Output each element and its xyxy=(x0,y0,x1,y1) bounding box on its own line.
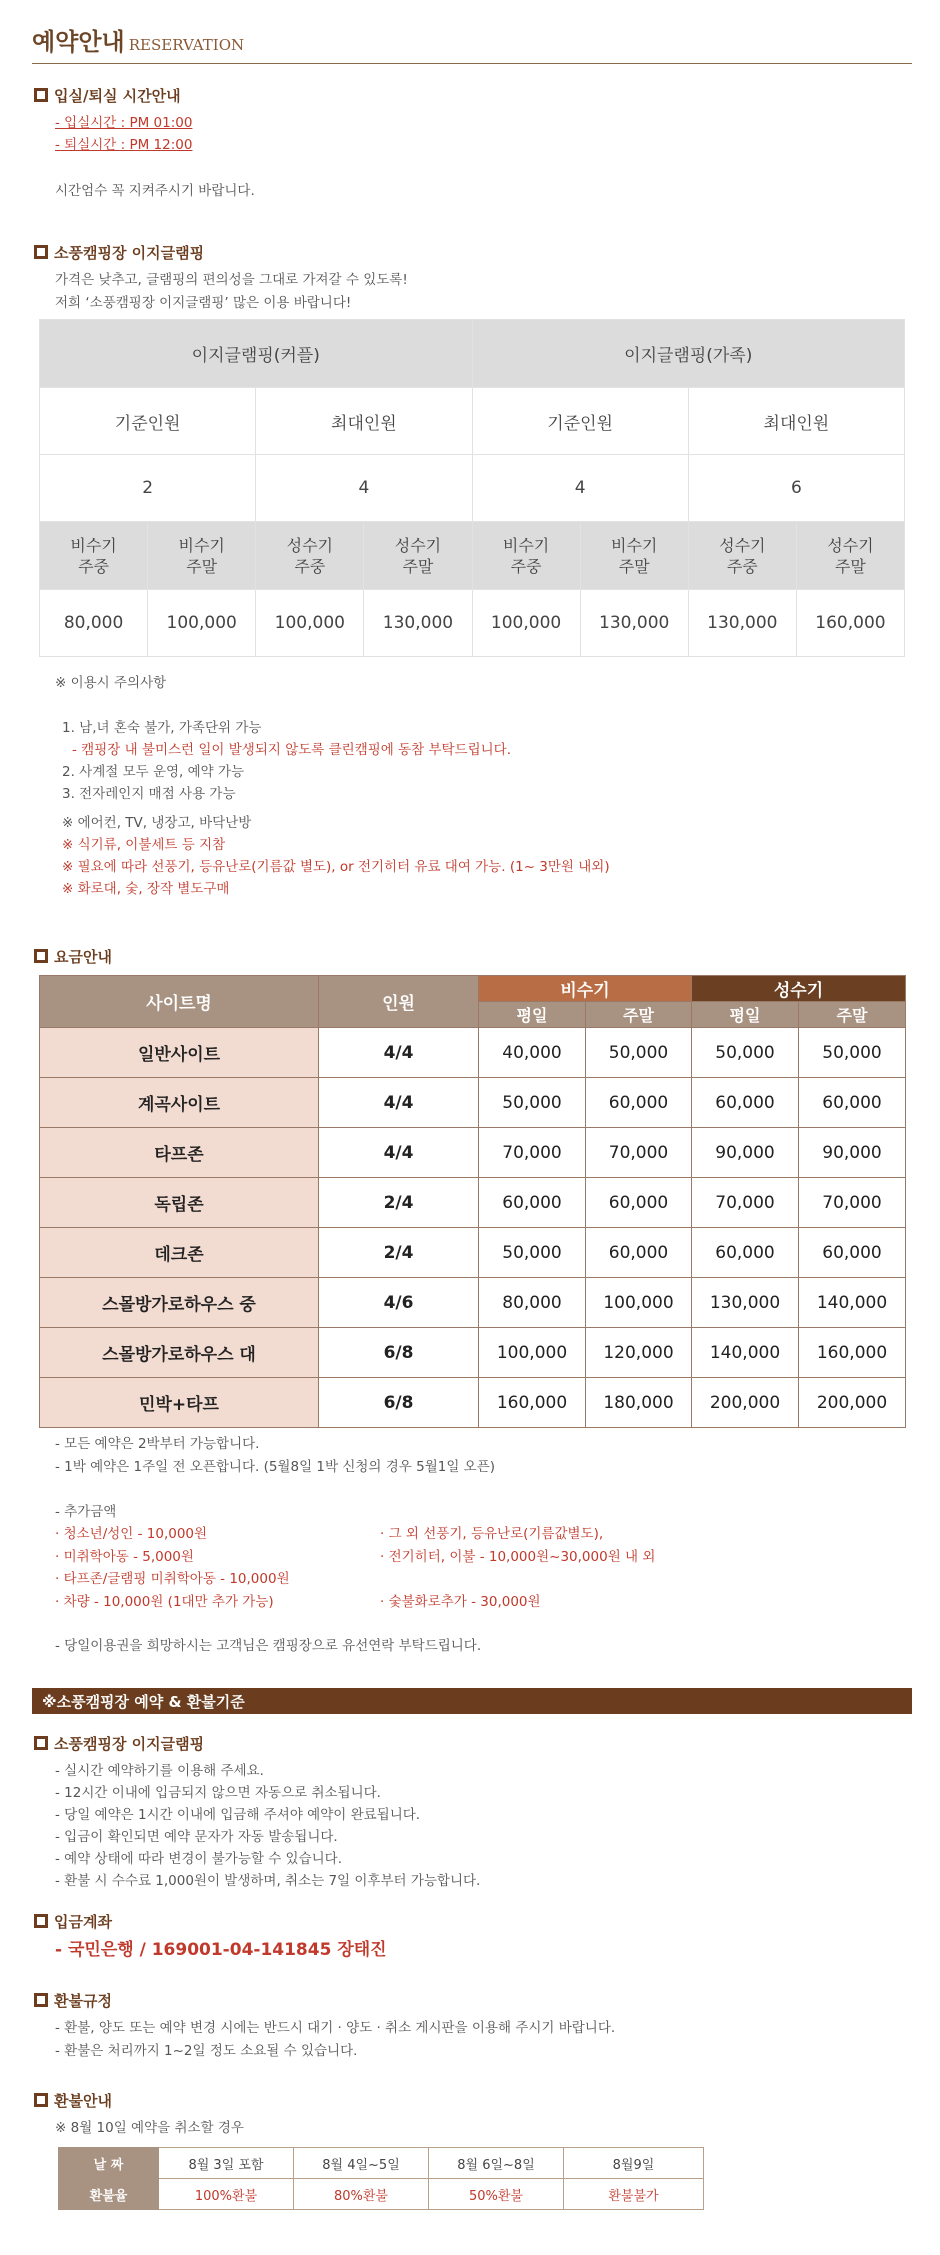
refund-rule-title: 환불규정 xyxy=(34,1990,112,2011)
bank-account: - 국민은행 / 169001-04-141845 장태진 xyxy=(55,1940,387,1960)
season-header: 성수기 주중 xyxy=(256,522,364,590)
extra-fee-item: · 타프존/글램핑 미취학아동 - 10,000원 xyxy=(55,1571,290,1587)
site-price: 70,000 xyxy=(799,1178,906,1228)
checkin-time: - 입실시간 : PM 01:00 xyxy=(55,115,193,131)
site-price: 60,000 xyxy=(692,1228,799,1278)
site-price: 70,000 xyxy=(586,1128,692,1178)
refund-rate-label: 환불율 xyxy=(59,2179,159,2210)
site-name: 스몰방가로하우스 중 xyxy=(40,1278,319,1328)
col-header-site: 사이트명 xyxy=(40,976,319,1028)
col-header-weekend: 주말 xyxy=(799,1002,906,1028)
refund-info-title: 환불안내 xyxy=(34,2090,112,2111)
refund-date: 8월 4일~5일 xyxy=(294,2148,429,2179)
account-title: 입금계좌 xyxy=(34,1911,112,1932)
price-cell: 100,000 xyxy=(472,590,580,657)
group-header-family: 이지글램핑(가족) xyxy=(472,320,905,388)
checkout-time: - 퇴실시간 : PM 12:00 xyxy=(55,137,193,153)
policy-item: - 12시간 이내에 입금되지 않으면 자동으로 취소됩니다. xyxy=(55,1785,381,1801)
policy-item: - 예약 상태에 따라 변경이 불가능할 수 있습니다. xyxy=(55,1851,342,1867)
refund-rate: 환불불가 xyxy=(564,2179,704,2210)
col-header-people: 인원 xyxy=(319,976,479,1028)
site-price: 50,000 xyxy=(479,1228,586,1278)
policy-bar: ※소풍캠핑장 예약 & 환불기준 xyxy=(32,1688,912,1714)
site-price: 60,000 xyxy=(692,1078,799,1128)
site-price: 160,000 xyxy=(479,1378,586,1428)
site-price: 100,000 xyxy=(586,1278,692,1328)
square-bullet-icon xyxy=(34,2093,48,2107)
page-title-en: RESERVATION xyxy=(128,36,245,54)
checkin-note: 시간엄수 꼭 지켜주시기 바랍니다. xyxy=(55,183,255,199)
checkin-section-title: 입실/퇴실 시간안내 xyxy=(34,85,181,106)
extra-fee-item: · 청소년/성인 - 10,000원 xyxy=(55,1526,208,1542)
people-header: 최대인원 xyxy=(688,388,904,455)
policy-easy-title: 소풍캠핑장 이지글램핑 xyxy=(34,1733,204,1754)
policy-item: - 실시간 예약하기를 이용해 주세요. xyxy=(55,1763,264,1779)
site-price: 70,000 xyxy=(692,1178,799,1228)
site-price: 80,000 xyxy=(479,1278,586,1328)
site-price: 50,000 xyxy=(799,1028,906,1078)
site-name: 계곡사이트 xyxy=(40,1078,319,1128)
refund-date: 8월9일 xyxy=(564,2148,704,2179)
fee-note: - 모든 예약은 2박부터 가능합니다. xyxy=(55,1436,260,1452)
site-people: 2/4 xyxy=(319,1228,479,1278)
col-header-weekday: 평일 xyxy=(692,1002,799,1028)
site-price: 200,000 xyxy=(799,1378,906,1428)
price-cell: 80,000 xyxy=(40,590,148,657)
site-price: 50,000 xyxy=(692,1028,799,1078)
site-price: 60,000 xyxy=(799,1078,906,1128)
policy-item: - 입금이 확인되면 예약 문자가 자동 발송됩니다. xyxy=(55,1829,338,1845)
refund-date-label: 날 짜 xyxy=(59,2148,159,2179)
site-price: 140,000 xyxy=(799,1278,906,1328)
people-value: 4 xyxy=(256,455,472,522)
site-name: 민박+타프 xyxy=(40,1378,319,1428)
extra-item: ※ 식기류, 이불세트 등 지참 xyxy=(62,837,226,853)
site-price: 160,000 xyxy=(799,1328,906,1378)
site-people: 4/4 xyxy=(319,1128,479,1178)
site-name: 일반사이트 xyxy=(40,1028,319,1078)
fees-section-title: 요금안내 xyxy=(34,946,112,967)
square-bullet-icon xyxy=(34,1736,48,1750)
people-header: 최대인원 xyxy=(256,388,472,455)
extra-item: ※ 화로대, 숯, 장작 별도구매 xyxy=(62,881,230,897)
site-price: 60,000 xyxy=(586,1228,692,1278)
extra-fee-title: - 추가금액 xyxy=(55,1504,117,1520)
site-price: 50,000 xyxy=(586,1028,692,1078)
site-price: 60,000 xyxy=(586,1178,692,1228)
refund-rule: - 환불은 처리까지 1~2일 정도 소요될 수 있습니다. xyxy=(55,2043,358,2059)
people-value: 2 xyxy=(40,455,256,522)
extra-item: ※ 필요에 따라 선풍기, 등유난로(기름값 별도), or 전기히터 유료 대여 가능. (1~ 3만원 내외) xyxy=(62,859,610,875)
people-header: 기준인원 xyxy=(472,388,688,455)
site-name: 타프존 xyxy=(40,1128,319,1178)
square-bullet-icon xyxy=(34,1993,48,2007)
day-use-note: - 당일이용권을 희망하시는 고객님은 캠핑장으로 유선연락 부탁드립니다. xyxy=(55,1638,482,1654)
easy-desc-1: 가격은 낮추고, 글램핑의 편의성을 그대로 가져갈 수 있도록! xyxy=(55,272,408,288)
table-row xyxy=(40,1128,906,1178)
site-people: 4/4 xyxy=(319,1078,479,1128)
site-price: 180,000 xyxy=(586,1378,692,1428)
site-price: 100,000 xyxy=(479,1328,586,1378)
people-value: 4 xyxy=(472,455,688,522)
col-header-off-season: 비수기 xyxy=(479,976,692,1002)
refund-rule: - 환불, 양도 또는 예약 변경 시에는 반드시 대기 · 양도 · 취소 게시판을 이용해 주시기 바랍니다. xyxy=(55,2020,616,2036)
rule-item: 2. 사계절 모두 운영, 예약 가능 xyxy=(62,764,245,780)
season-header: 비수기 주말 xyxy=(148,522,256,590)
page-title: 예약안내 xyxy=(32,28,125,56)
price-cell: 130,000 xyxy=(364,590,472,657)
amenities: ※ 에어컨, TV, 냉장고, 바닥난방 xyxy=(62,815,252,831)
group-header-couple: 이지글램핑(커플) xyxy=(40,320,473,388)
extra-fee-item: · 그 외 선풍기, 등유난로(기름값별도), xyxy=(380,1526,604,1542)
site-name: 독립존 xyxy=(40,1178,319,1228)
site-price: 60,000 xyxy=(479,1178,586,1228)
policy-item: - 환불 시 수수료 1,000원이 발생하며, 취소는 7일 이후부터 가능합니다. xyxy=(55,1873,481,1889)
site-fee-table xyxy=(39,975,906,1428)
easy-desc-2: 저희 ‘소풍캠핑장 이지글램핑’ 많은 이용 바랍니다! xyxy=(55,295,352,311)
site-price: 200,000 xyxy=(692,1378,799,1428)
extra-fee-item: · 숯불화로추가 - 30,000원 xyxy=(380,1594,541,1610)
refund-rate: 80%환불 xyxy=(294,2179,429,2210)
refund-rate: 50%환불 xyxy=(429,2179,564,2210)
season-header: 성수기 주말 xyxy=(796,522,904,590)
price-cell: 100,000 xyxy=(148,590,256,657)
people-value: 6 xyxy=(688,455,904,522)
table-row xyxy=(40,1178,906,1228)
fee-note: - 1박 예약은 1주일 전 오픈합니다. (5월8일 1박 신청의 경우 5월1일 오픈) xyxy=(55,1459,496,1475)
page-header xyxy=(32,22,912,64)
price-cell: 130,000 xyxy=(688,590,796,657)
col-header-weekday: 평일 xyxy=(479,1002,586,1028)
season-header: 성수기 주말 xyxy=(364,522,472,590)
site-people: 4/6 xyxy=(319,1278,479,1328)
table-row xyxy=(40,1378,906,1428)
refund-example: ※ 8월 10일 예약을 취소할 경우 xyxy=(55,2120,244,2136)
extra-fee-item: · 차량 - 10,000원 (1대만 추가 가능) xyxy=(55,1594,274,1610)
table-row xyxy=(40,1028,906,1078)
site-price: 90,000 xyxy=(799,1128,906,1178)
square-bullet-icon xyxy=(34,245,48,259)
site-price: 60,000 xyxy=(586,1078,692,1128)
easy-section-title: 소풍캠핑장 이지글램핑 xyxy=(34,242,204,263)
season-header: 성수기 주중 xyxy=(688,522,796,590)
season-header: 비수기 주중 xyxy=(472,522,580,590)
square-bullet-icon xyxy=(34,949,48,963)
rule-item: - 캠핑장 내 불미스런 일이 발생되지 않도록 클린캠핑에 동참 부탁드립니다. xyxy=(72,742,512,758)
easy-price-table xyxy=(39,319,905,657)
site-price: 130,000 xyxy=(692,1278,799,1328)
refund-date: 8월 6일~8일 xyxy=(429,2148,564,2179)
site-name: 스몰방가로하우스 대 xyxy=(40,1328,319,1378)
extra-fee-item: · 전기히터, 이불 - 10,000원~30,000원 내 외 xyxy=(380,1549,656,1565)
price-cell: 130,000 xyxy=(580,590,688,657)
site-people: 4/4 xyxy=(319,1028,479,1078)
season-header: 비수기 주말 xyxy=(580,522,688,590)
extra-fee-item: · 미취학아동 - 5,000원 xyxy=(55,1549,194,1565)
price-cell: 100,000 xyxy=(256,590,364,657)
refund-rate: 100%환불 xyxy=(159,2179,294,2210)
site-price: 140,000 xyxy=(692,1328,799,1378)
season-header: 비수기 주중 xyxy=(40,522,148,590)
table-row xyxy=(40,1278,906,1328)
col-header-weekend: 주말 xyxy=(586,1002,692,1028)
site-price: 120,000 xyxy=(586,1328,692,1378)
site-price: 60,000 xyxy=(799,1228,906,1278)
site-people: 6/8 xyxy=(319,1378,479,1428)
site-price: 50,000 xyxy=(479,1078,586,1128)
price-cell: 160,000 xyxy=(796,590,904,657)
rule-item: 1. 남,녀 혼숙 불가, 가족단위 가능 xyxy=(62,720,262,736)
col-header-peak-season: 성수기 xyxy=(692,976,906,1002)
policy-item: - 당일 예약은 1시간 이내에 입금해 주셔야 예약이 완료됩니다. xyxy=(55,1807,421,1823)
site-price: 90,000 xyxy=(692,1128,799,1178)
table-row xyxy=(40,1328,906,1378)
table-row xyxy=(40,1228,906,1278)
site-price: 40,000 xyxy=(479,1028,586,1078)
table-row xyxy=(40,1078,906,1128)
site-people: 6/8 xyxy=(319,1328,479,1378)
rule-item: 3. 전자레인지 매점 사용 가능 xyxy=(62,786,236,802)
square-bullet-icon xyxy=(34,88,48,102)
site-price: 70,000 xyxy=(479,1128,586,1178)
people-header: 기준인원 xyxy=(40,388,256,455)
refund-date: 8월 3일 포함 xyxy=(159,2148,294,2179)
site-people: 2/4 xyxy=(319,1178,479,1228)
square-bullet-icon xyxy=(34,1914,48,1928)
site-name: 데크존 xyxy=(40,1228,319,1278)
refund-table xyxy=(58,2147,704,2210)
notes-title: ※ 이용시 주의사항 xyxy=(55,675,167,691)
